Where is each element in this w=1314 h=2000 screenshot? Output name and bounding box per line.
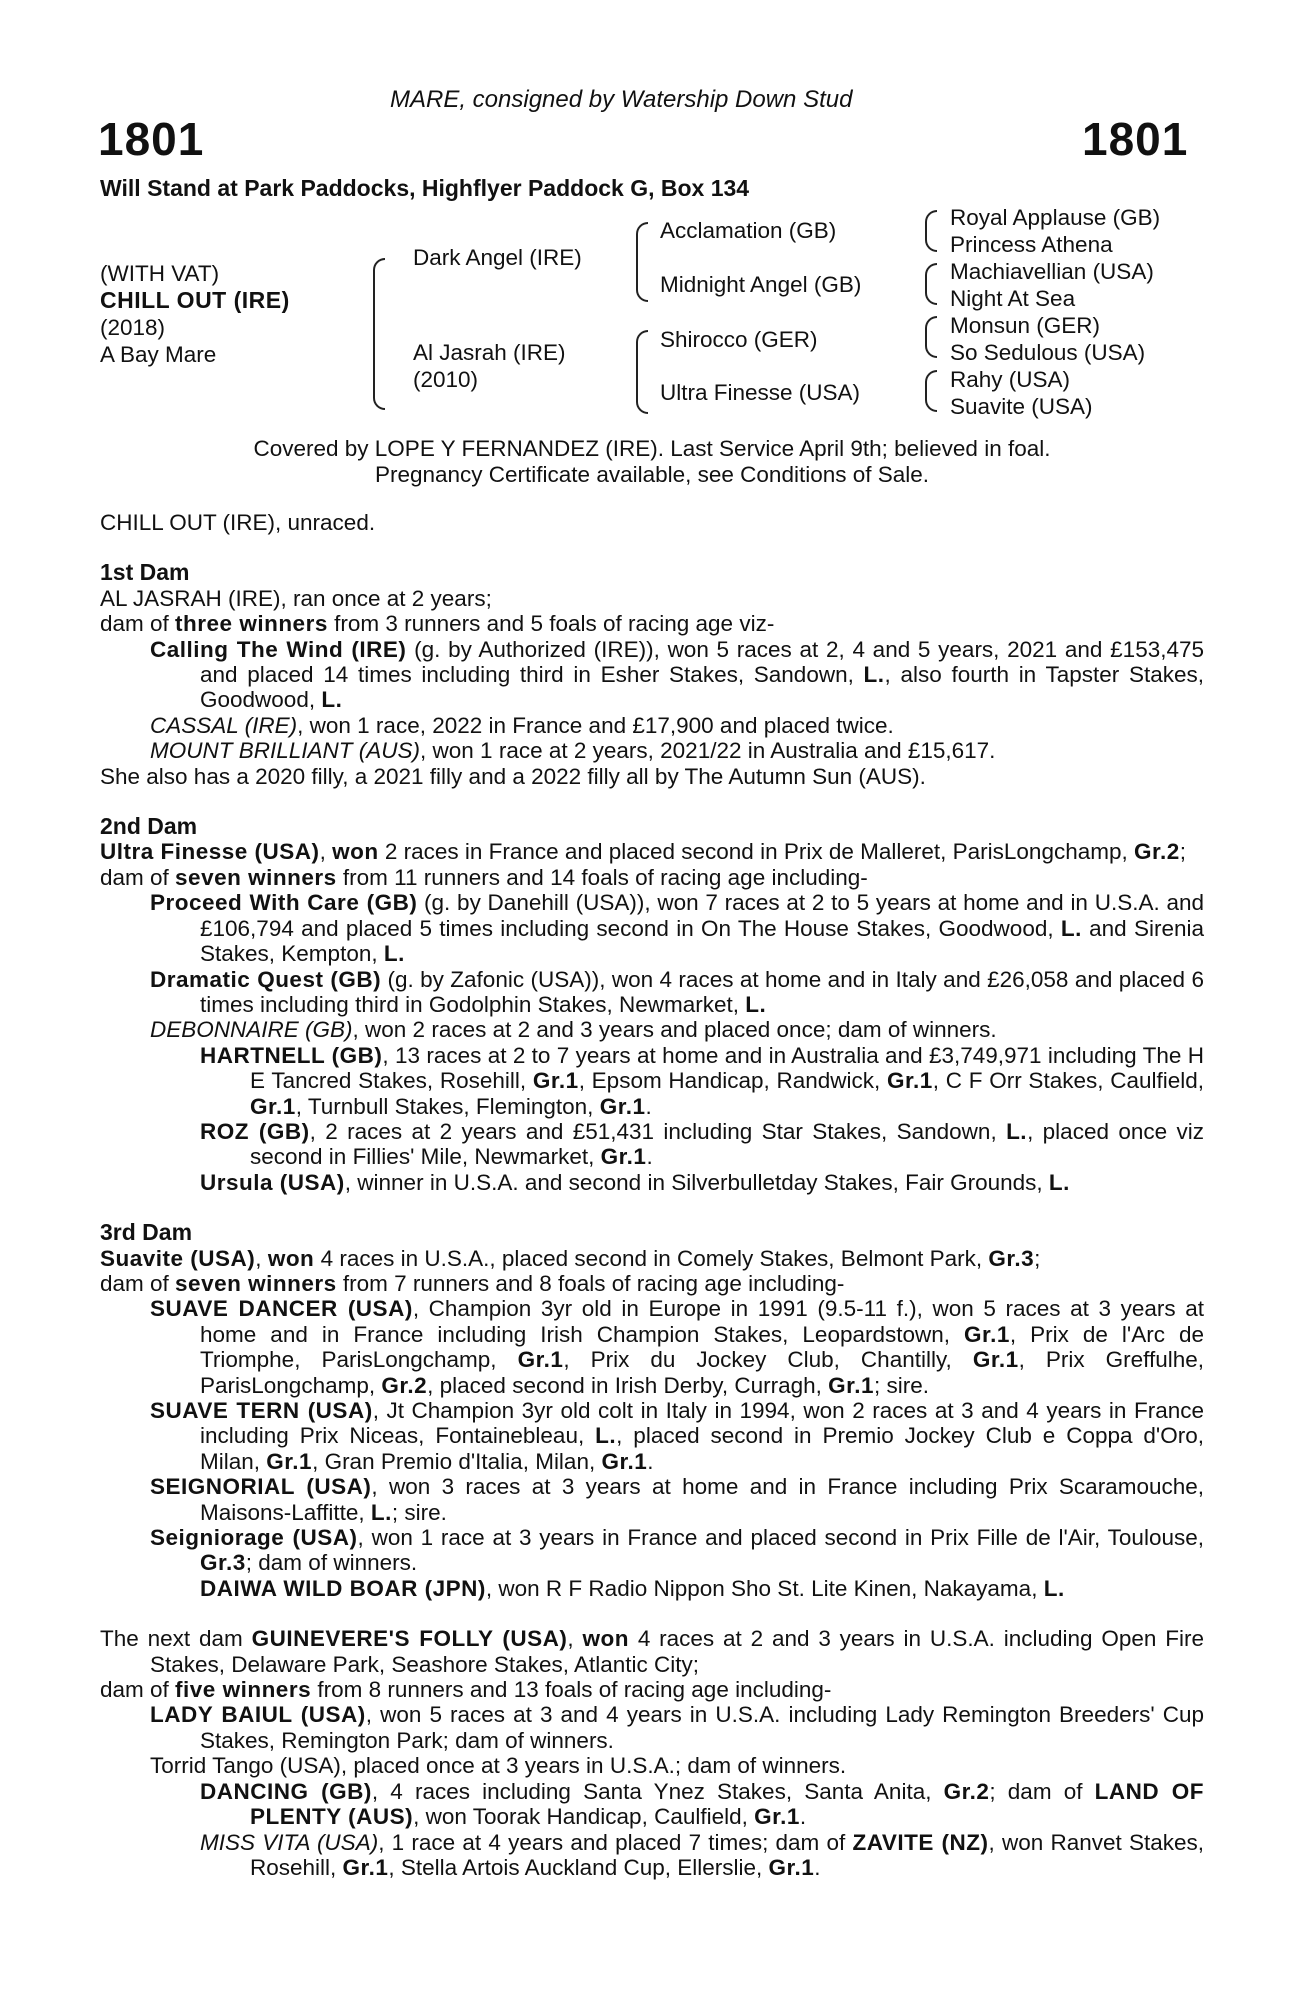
produce-dancing: DANCING (GB), 4 races including Santa Ynez Stakes, Santa Anita, Gr.2; dam of LAND OF PLENTY (AUS), won Toorak Handicap, Caulfield, Gr.1. (200, 1778, 1205, 1830)
covered-line-1: Covered by LOPE Y FERNANDEZ (IRE). Last Service April 9th; believed in foal. (253, 436, 1051, 461)
pedigree-ds: Shirocco (GER) (660, 327, 818, 352)
consignment-line: MARE, consigned by Watership Down Stud (390, 86, 853, 113)
brace-dd (925, 370, 937, 412)
catalogue-body (100, 510, 1204, 1880)
pedigree-dam-year: (2010) (413, 367, 479, 392)
produce-daiwa-wild-boar: DAIWA WILD BOAR (JPN), won R F Radio Nippon Sho St. Lite Kinen, Nakayama, L. (200, 1575, 1065, 1601)
next-dam-produce: dam of five winners from 8 runners and 13 foals of racing age including- (100, 1677, 832, 1703)
brace-sire (636, 222, 648, 302)
pedigree-sss: Royal Applause (GB) (950, 205, 1161, 230)
brace-main (373, 258, 385, 410)
first-dam-heading: 1st Dam (100, 559, 190, 586)
produce-miss-vita: MISS VITA (USA), 1 race at 4 years and placed 7 times; dam of ZAVITE (NZ), won Ranvet Stakes, Rosehill, Gr.1, Stella Artois Auckland Cup, Ellerslie, Gr.1. (200, 1829, 1205, 1880)
brace-dam (636, 330, 648, 414)
pedigree-dam: Al Jasrah (IRE) (413, 340, 566, 365)
third-dam-produce: dam of seven winners from 7 runners and 8 foals of racing age including- (100, 1270, 845, 1296)
first-dam-produce: dam of three winners from 3 runners and 5 foals of racing age viz- (100, 611, 775, 637)
third-dam-heading: 3rd Dam (100, 1219, 193, 1246)
pedigree-ssd: Princess Athena (950, 232, 1113, 257)
produce-hartnell: HARTNELL (GB), 13 races at 2 to 7 years at home and in Australia and £3,749,971 including The H E Tancred Stakes, Rosehill, Gr.1, Epsom Handicap, Randwick, Gr.1, C F Orr Stakes, Caulfield, Gr.1, Turnbull Stakes, Flemington, Gr.1. (200, 1042, 1205, 1119)
second-dam-line: Ultra Finesse (USA), won 2 races in France and placed second in Prix de Malleret, ParisLongchamp, Gr.2; (100, 839, 1187, 865)
pedigree-dd: Ultra Finesse (USA) (660, 380, 861, 405)
first-dam-line: AL JASRAH (IRE), ran once at 2 years; (100, 585, 492, 611)
horse-year: (2018) (100, 315, 166, 340)
produce-proceed-with-care: Proceed With Care (GB) (g. by Danehill (USA)), won 7 races at 2 to 5 years at home and in U.S.A. and £106,794 and placed 5 times including second in On The House Stakes, Goodwood, L. and Sirenia Stakes, Kempton, L. (150, 890, 1204, 967)
pedigree-ss: Acclamation (GB) (660, 218, 837, 243)
produce-seigniorage: Seigniorage (USA), won 1 race at 3 years in France and placed second in Prix Fille de l'Air, Toulouse, Gr.3; dam of winners. (150, 1525, 1204, 1576)
produce-roz: ROZ (GB), 2 races at 2 years and £51,431 including Star Stakes, Sandown, L., placed once viz second in Fillies' Mile, Newmarket, Gr.1. (200, 1118, 1204, 1170)
pedigree-sire: Dark Angel (IRE) (413, 245, 582, 270)
covered-line-2: Pregnancy Certificate available, see Conditions of Sale. (374, 461, 930, 487)
produce-suave-tern: SUAVE TERN (USA), Jt Champion 3yr old colt in Italy in 1994, won 2 races at 3 and 4 years in France including Prix Niceas, Fontainebleau, L., placed second in Premio Jockey Club e Coppa d'Oro, Milan, Gr.1, Gran Premio d'Italia, Milan, Gr.1. (150, 1398, 1204, 1474)
pedigree-dds: Rahy (USA) (950, 367, 1071, 392)
horse-id (100, 260, 290, 368)
vat-note: (WITH VAT) (100, 261, 220, 286)
produce-suave-dancer: SUAVE DANCER (USA), Champion 3yr old in Europe in 1991 (9.5-11 f.), won 5 races at 3 years at home and in France including Irish Champion Stakes, Leopardstown, Gr.1, Prix de l'Arc de Triomphe, ParisLongchamp, Gr.1, Prix du Jockey Club, Chantilly, Gr.1, Prix Greffulhe, ParisLongchamp, Gr.2, placed second in Irish Derby, Curragh, Gr.1; sire. (150, 1296, 1205, 1398)
covered-note (100, 436, 1204, 487)
produce-debonnaire: DEBONNAIRE (GB), won 2 races at 2 and 3 years and placed once; dam of winners. (150, 1017, 997, 1043)
produce-seignorial: SEIGNORIAL (USA), won 3 races at 3 years at home and in France including Prix Scaramouche, Maisons-Laffitte, L.; sire. (150, 1474, 1204, 1525)
horse-description: A Bay Mare (100, 342, 217, 367)
next-dam-line: The next dam GUINEVERE'S FOLLY (USA), won 4 races at 2 and 3 years in U.S.A. including Open Fire Stakes, Delaware Park, Seashore Stakes, Atlantic City; (100, 1626, 1204, 1677)
pedigree-sds: Machiavellian (USA) (950, 259, 1154, 284)
second-dam-produce: dam of seven winners from 11 runners and 14 foals of racing age including- (100, 864, 868, 890)
produce-lady-baiul: LADY BAIUL (USA), won 5 races at 3 and 4 years in U.S.A. including Lady Remington Breeders' Cup Stakes, Remington Park; dam of winners. (150, 1702, 1204, 1753)
unraced-line: CHILL OUT (IRE), unraced. (100, 510, 376, 535)
produce-cassal: CASSAL (IRE), won 1 race, 2022 in France and £17,900 and placed twice. (150, 712, 894, 738)
stand-location: Will Stand at Park Paddocks, Highflyer Paddock G, Box 134 (100, 175, 750, 201)
first-dam-fillies: She also has a 2020 filly, a 2021 filly and a 2022 filly all by The Autumn Sun (AUS). (100, 763, 926, 789)
third-dam-line: Suavite (USA), won 4 races in U.S.A., placed second in Comely Stakes, Belmont Park, Gr.3; (100, 1245, 1041, 1271)
produce-dramatic-quest: Dramatic Quest (GB) (g. by Zafonic (USA)), won 4 races at home and in Italy and £26,058 and placed 6 times including third in Godolphin Stakes, Newmarket, L. (150, 966, 1204, 1017)
pedigree-ddd: Suavite (USA) (950, 394, 1093, 419)
produce-ursula: Ursula (USA), winner in U.S.A. and second in Silverbulletday Stakes, Fair Grounds, L. (200, 1169, 1070, 1195)
brace-ss (925, 210, 937, 252)
brace-ds (925, 316, 937, 358)
lot-number-right: 1801 (1082, 113, 1189, 165)
pedigree-dss: Monsun (GER) (950, 313, 1101, 338)
lot-number-left: 1801 (98, 113, 205, 165)
brace-sd (925, 263, 937, 305)
pedigree-sd: Midnight Angel (GB) (660, 272, 862, 297)
produce-torrid-tango: Torrid Tango (USA), placed once at 3 years in U.S.A.; dam of winners. (150, 1753, 847, 1779)
pedigree-sdd: Night At Sea (950, 286, 1076, 311)
second-dam-heading: 2nd Dam (100, 813, 198, 840)
produce-mount-brilliant: MOUNT BRILLIANT (AUS), won 1 race at 2 years, 2021/22 in Australia and £15,617. (150, 738, 996, 764)
pedigree-dsd: So Sedulous (USA) (950, 340, 1146, 365)
horse-name: CHILL OUT (IRE) (100, 287, 290, 313)
produce-calling-the-wind: Calling The Wind (IRE) (g. by Authorized (IRE)), won 5 races at 2, 4 and 5 years, 2021 and £153,475 and placed 14 times including third in Esher Stakes, Sandown, L., also fourth in Tapster Stakes, Goodwood, L. (150, 636, 1205, 713)
